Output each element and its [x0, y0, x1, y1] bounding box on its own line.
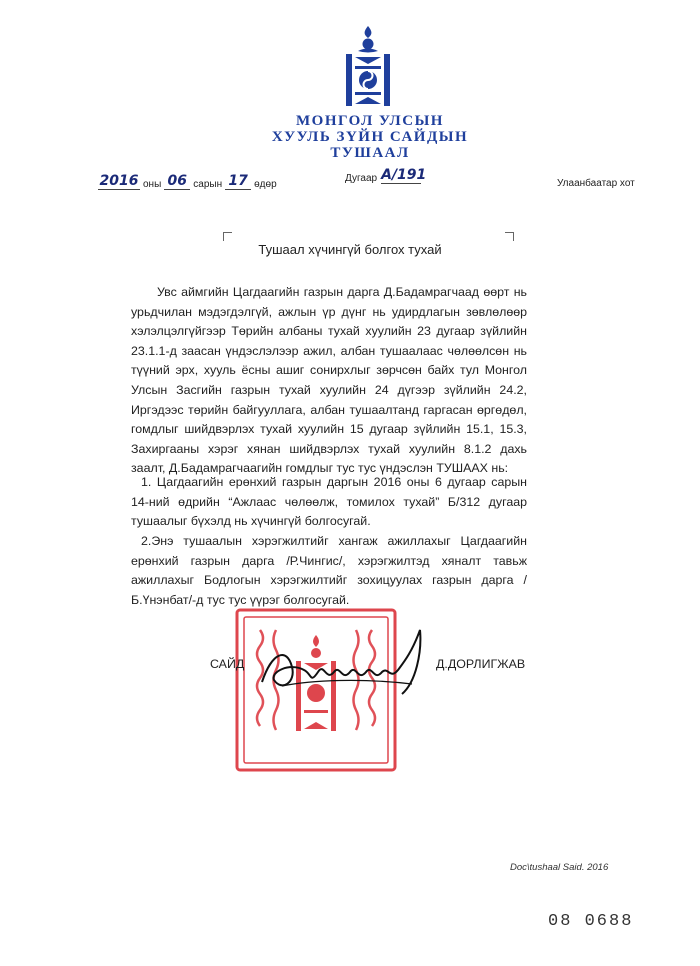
date-month-suffix: сарын	[193, 179, 223, 190]
date-year-suffix: оны	[143, 179, 162, 190]
corner-mark-right	[505, 232, 514, 241]
date-row	[98, 170, 277, 190]
date-year: 2016	[99, 173, 139, 189]
body-paragraph-1: Увс аймгийн Цагдаагийн газрын дарга Д.Бадамрагчаад өөрт нь урьдчилан мэдэгдэлгүй, ажлын үр дүнг нь удирдлагын зөвлөлөөр хэлэлцэлгүйгээр Төрийн албаны тухай хуулийн 23 дугаар зүйлийн 23.1.1-д заасан үндэслэлээр ажил, албан тушаалаас чөлөөлсөн нь түүний эрх, хууль ёсны ашиг сонирхлыг зөрчсөн байх тул Монгол Улсын Засгийн газрын тухай хуулийн 24 дүгээр зүйлийн 24.2, Иргэдээс төрийн байгууллага, албан тушаалтанд гаргасан өргөдөл, гомдлыг шийдвэрлэх тухай хуулийн 15 дугаар зүйлийн 15.1, 15.3, Захиргааны хэрэг хянан шийдвэрлэх тухай хуулийн 8.1.2 дахь заалт, Д.Бадамрагчаагийн гомдлыг тус тус үндэслэн ТУШААХ нь:	[131, 285, 527, 476]
header-line-1: МОНГОЛ УЛСЫН	[296, 113, 444, 129]
body-paragraph-3: 2.Энэ тушаалын хэрэгжилтийг хангаж ажиллахыг Цагдаагийн ерөнхий газрын дарга /Р.Чингис/, хэрэгжилтэд хяналт тавьж ажиллахыг Бодлогын хэрэгжилтийг зохицуулах газрын дарга /Б.Үнэнбат/-д тус тус үүрэг болгосугай.	[131, 534, 527, 607]
header-line-2: ХУУЛЬ ЗҮЙН САЙДЫН	[271, 129, 469, 145]
signatory-name: Д.ДОРЛИГЖАВ	[436, 657, 526, 671]
handwritten-signature	[252, 622, 442, 702]
order-number-row	[345, 167, 427, 184]
date-day: 17	[225, 173, 251, 190]
header-line-3: ТУШААЛ	[330, 145, 410, 161]
document-subject: Тушаал хүчингүй болгох тухай	[258, 242, 442, 257]
serial-number: 08 0688	[548, 912, 634, 931]
order-number-label: Дугаар	[345, 173, 378, 184]
order-number-value: А/191	[381, 167, 427, 183]
soyombo-emblem-icon	[346, 24, 390, 108]
document-reference: Doc\tushaal Said. 2016	[510, 862, 609, 873]
date-month: 06	[164, 173, 190, 190]
signatory-title: САЙД	[210, 657, 245, 671]
corner-mark-left	[223, 232, 232, 241]
body-paragraph-2: 1. Цагдаагийн ерөнхий газрын даргын 2016 оны 6 дугаар сарын 14-ний өдрийн “Ажлаас чөлөөлж, томилох тухай” Б/312 дугаар тушаалыг бүхэлд нь хүчингүй болгосугай.	[131, 475, 527, 529]
city-label: Улаанбаатар хот	[557, 178, 635, 189]
date-day-suffix: өдөр	[254, 179, 277, 190]
